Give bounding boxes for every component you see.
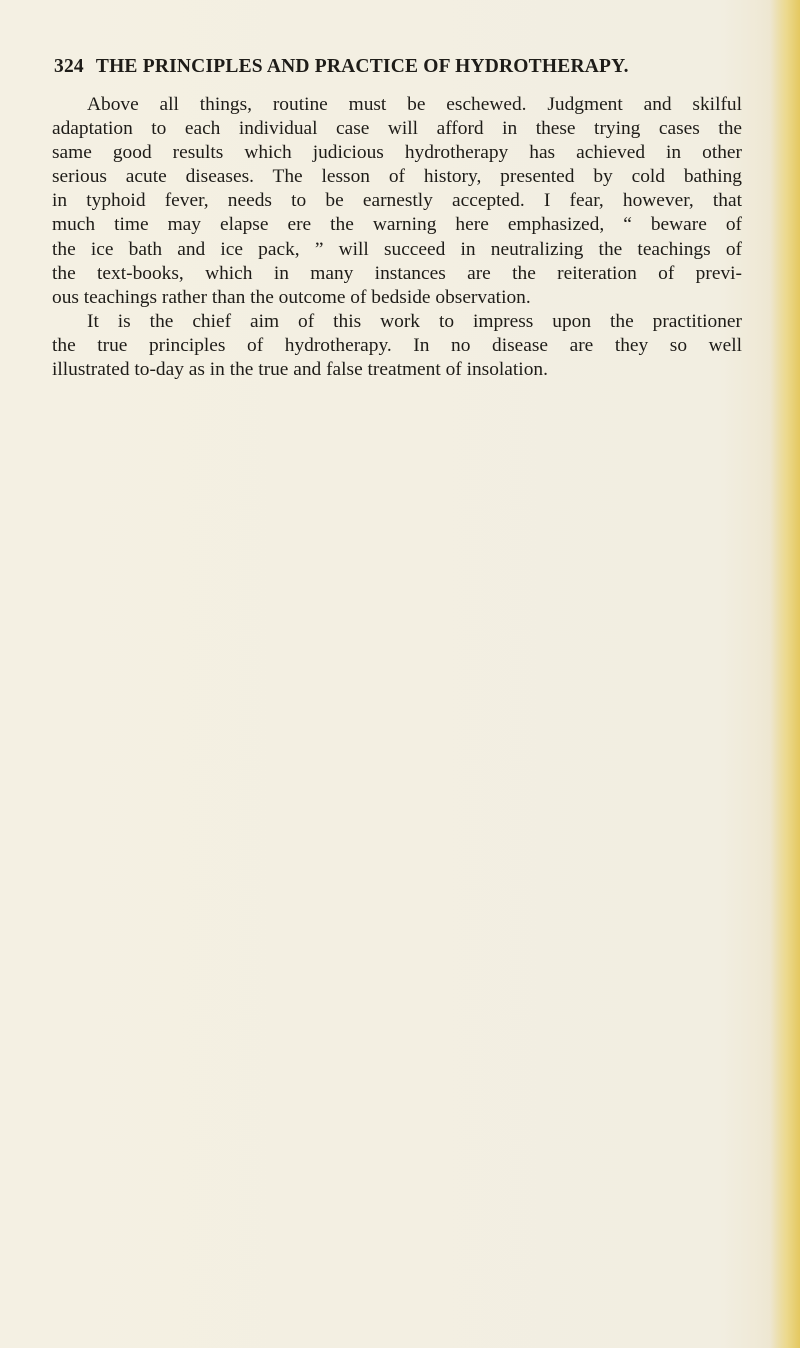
page-number: 324 [54, 56, 84, 77]
text-line: in typhoid fever, needs to be earnestly accepted. I fear, however, that [52, 190, 742, 212]
text-line: the ice bath and ice pack, ” will succeed in neutralizing the teachings of [52, 238, 742, 260]
text-line: serious acute diseases. The lesson of history, presented by cold bathing [52, 166, 742, 188]
paragraph-2 [52, 310, 742, 382]
text-line: the true principles of hydrotherapy. In no disease are they so well [52, 334, 742, 356]
text-line: Above all things, routine must be eschewed. Judgment and skilful [87, 94, 742, 115]
running-title: THE PRINCIPLES AND PRACTICE OF HYDROTHERAPY. [95, 56, 629, 77]
body-text [52, 93, 742, 382]
text-line: It is the chief aim of this work to impress upon the practitioner [87, 310, 742, 332]
text-line: the text-books, which in many instances are the reiteration of previ- [52, 262, 742, 284]
text-line: illustrated to-day as in the true and false treatment of insolation. [52, 359, 548, 381]
text-line: same good results which judicious hydrotherapy has achieved in other [52, 142, 742, 164]
text-line: adaptation to each individual case will afford in these trying cases the [52, 118, 742, 140]
running-header [54, 56, 714, 82]
text-line: ous teachings rather than the outcome of bedside observation. [52, 286, 531, 308]
paragraph-1 [52, 93, 742, 310]
page-edge [770, 0, 800, 1348]
text-line: much time may elapse ere the warning here emphasized, “ beware of [52, 214, 742, 236]
